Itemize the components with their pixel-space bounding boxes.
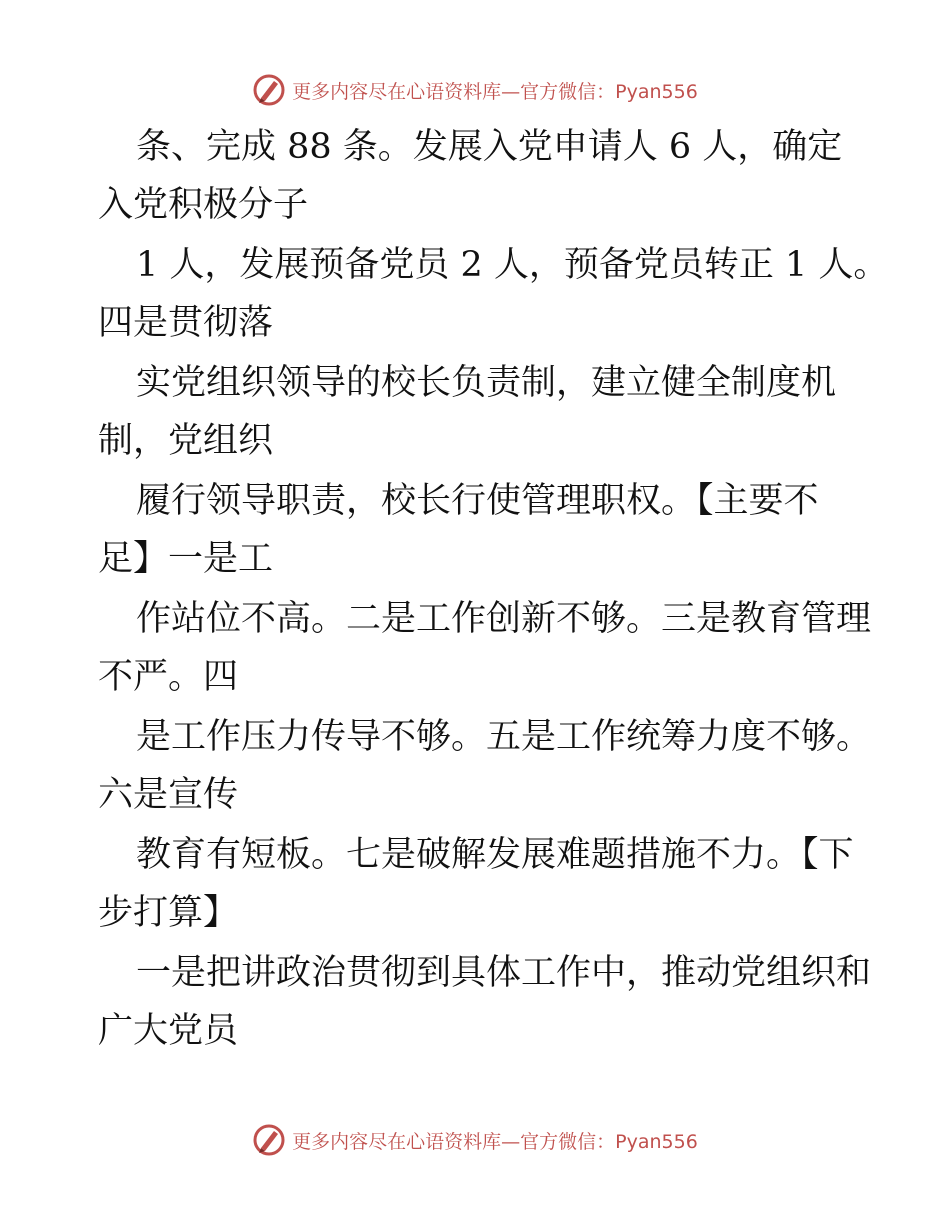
paragraph-line: 履行领导职责，校长行使管理职权。【主要不: [136, 481, 819, 521]
page-header: [0, 70, 950, 110]
header-banner-text: [292, 77, 698, 104]
footer-banner: [252, 1123, 698, 1157]
header-banner-label: 更多内容尽在心语资料库—官方微信：: [292, 80, 616, 103]
paragraph-line: 是工作压力传导不够。五是工作统筹力度不够。: [136, 717, 872, 757]
footer-banner-label: 更多内容尽在心语资料库—官方微信：: [292, 1130, 616, 1153]
header-banner: [252, 73, 698, 107]
paragraph-line: 1 人，发展预备党员 2 人，预备党员转正 1 人。: [136, 245, 889, 285]
footer-wechat-id: Pyan556: [615, 1130, 698, 1153]
paragraph-line: 入党积极分子: [98, 185, 309, 225]
paragraph-line: 制，党组织: [98, 421, 274, 461]
page-footer: [0, 1120, 950, 1160]
paragraph-line: 不严。四: [98, 657, 239, 697]
paragraph-line: 步打算】: [98, 893, 239, 933]
paragraph-line: 广大党员: [98, 1011, 239, 1051]
paragraph-line: 一是把讲政治贯彻到具体工作中，推动党组织和: [136, 953, 872, 993]
paragraph-line: 教育有短板。七是破解发展难题措施不力。【下: [136, 835, 854, 875]
paragraph-line: 足】一是工: [98, 539, 274, 579]
header-wechat-id: Pyan556: [615, 80, 698, 103]
paragraph-line: 实党组织领导的校长负责制，建立健全制度机: [136, 363, 837, 403]
paragraph-line: 作站位不高。二是工作创新不够。三是教育管理: [136, 599, 872, 639]
pen-logo-icon: [252, 73, 286, 107]
pen-logo-icon: [252, 1123, 286, 1157]
paragraph-line: 条、完成 88 条。发展入党申请人 6 人，确定: [136, 127, 843, 167]
paragraph-line: 六是宣传: [98, 775, 239, 815]
paragraph-line: 四是贯彻落: [98, 303, 274, 343]
footer-banner-text: [292, 1127, 698, 1154]
